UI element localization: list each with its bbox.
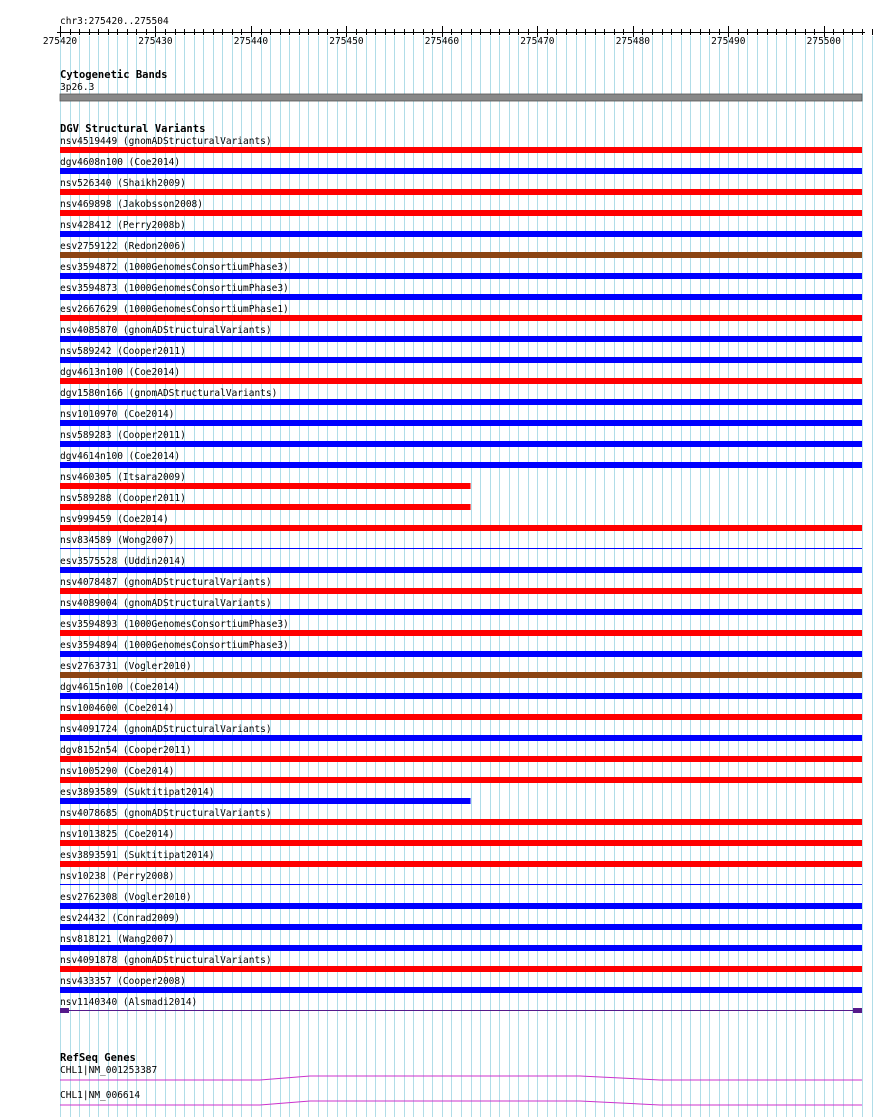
- variant-bar[interactable]: [60, 147, 862, 153]
- variant-label: dgv1580n166 (gnomADStructuralVariants): [60, 388, 278, 399]
- variant-label: dgv4613n100 (Coe2014): [60, 367, 181, 378]
- cytoband-bar[interactable]: [60, 94, 862, 101]
- variant-bar[interactable]: [60, 609, 862, 615]
- ruler-tick-label: 275470: [520, 36, 555, 47]
- variant-bar[interactable]: [60, 483, 471, 489]
- variant-bar[interactable]: [60, 336, 862, 342]
- variant-label: nsv1013825 (Coe2014): [60, 829, 175, 840]
- variant-bar[interactable]: [60, 672, 862, 678]
- variant-bar[interactable]: [60, 168, 862, 174]
- variant-label: dgv4614n100 (Coe2014): [60, 451, 181, 462]
- gene-label: CHL1|NM_001253387: [60, 1065, 158, 1076]
- variant-bar[interactable]: [60, 189, 862, 195]
- variant-label: dgv4608n100 (Coe2014): [60, 157, 181, 168]
- variant-feature[interactable]: [60, 472, 471, 489]
- variant-label: nsv4085870 (gnomADStructuralVariants): [60, 325, 272, 336]
- variant-label: nsv589242 (Cooper2011): [60, 346, 186, 357]
- cytoband-label: 3p26.3: [60, 82, 95, 93]
- variant-label: nsv4091878 (gnomADStructuralVariants): [60, 955, 272, 966]
- variant-label: esv3893591 (Suktitipat2014): [60, 850, 215, 861]
- variant-bar[interactable]: [60, 567, 862, 573]
- variant-label: nsv4089004 (gnomADStructuralVariants): [60, 598, 272, 609]
- variant-bar[interactable]: [60, 966, 862, 972]
- variant-bar[interactable]: [60, 294, 862, 300]
- variant-bar[interactable]: [60, 357, 862, 363]
- variant-label: dgv8152n54 (Cooper2011): [60, 745, 192, 756]
- variant-label: nsv4078487 (gnomADStructuralVariants): [60, 577, 272, 588]
- variant-bar[interactable]: [60, 884, 862, 885]
- variant-label: nsv460305 (Itsara2009): [60, 472, 186, 483]
- variant-label: esv2762308 (Vogler2010): [60, 892, 192, 903]
- ruler-tick-label: 275450: [329, 36, 364, 47]
- variant-bar[interactable]: [60, 735, 862, 741]
- variant-bar[interactable]: [60, 945, 862, 951]
- variant-label: esv3594894 (1000GenomesConsortiumPhase3): [60, 640, 289, 651]
- variant-bar[interactable]: [60, 504, 471, 510]
- variant-label: nsv469898 (Jakobsson2008): [60, 199, 203, 210]
- variant-bar[interactable]: [60, 903, 862, 909]
- variant-bar[interactable]: [60, 630, 862, 636]
- variant-label: nsv4091724 (gnomADStructuralVariants): [60, 724, 272, 735]
- ruler-tick-label: 275430: [138, 36, 173, 47]
- variant-bar[interactable]: [60, 525, 862, 531]
- variant-label: esv2763731 (Vogler2010): [60, 661, 192, 672]
- variant-label: nsv589283 (Cooper2011): [60, 430, 186, 441]
- variant-bar[interactable]: [60, 798, 471, 804]
- variant-label: esv24432 (Conrad2009): [60, 913, 181, 924]
- variant-label: nsv428412 (Perry2008b): [60, 220, 186, 231]
- variant-label: esv3594893 (1000GenomesConsortiumPhase3): [60, 619, 289, 630]
- variant-bar[interactable]: [60, 399, 862, 405]
- variant-bar[interactable]: [60, 987, 862, 993]
- variant-bar[interactable]: [60, 714, 862, 720]
- variant-bar[interactable]: [60, 315, 862, 321]
- ruler-tick-label: 275440: [233, 36, 269, 47]
- variant-bar[interactable]: [60, 924, 862, 930]
- refseq-track-title: RefSeq Genes: [60, 1052, 136, 1064]
- variant-label: esv3594872 (1000GenomesConsortiumPhase3): [60, 262, 289, 273]
- variant-bar[interactable]: [60, 651, 862, 657]
- variant-bar[interactable]: [60, 231, 862, 237]
- variant-label: nsv10238 (Perry2008): [60, 871, 175, 882]
- variant-bar[interactable]: [60, 420, 862, 426]
- variant-bar[interactable]: [60, 462, 862, 468]
- variant-label: nsv1140340 (Alsmadi2014): [60, 997, 198, 1008]
- ruler-tick-label: 275480: [615, 36, 651, 47]
- variant-label: esv3893589 (Suktitipat2014): [60, 787, 215, 798]
- variant-label: nsv1004600 (Coe2014): [60, 703, 175, 714]
- variant-label: nsv1010970 (Coe2014): [60, 409, 175, 420]
- variant-label: nsv999459 (Coe2014): [60, 514, 169, 525]
- variant-label: nsv834589 (Wong2007): [60, 535, 175, 546]
- variant-label: esv2667629 (1000GenomesConsortiumPhase1): [60, 304, 289, 315]
- variant-bar[interactable]: [60, 756, 862, 762]
- ruler-tick-label: 275460: [424, 36, 460, 47]
- ruler-tick-label: 275420: [42, 36, 78, 47]
- variant-label: nsv589288 (Cooper2011): [60, 493, 186, 504]
- variant-label: nsv433357 (Cooper2008): [60, 976, 186, 987]
- variant-cap-left: [60, 1008, 69, 1013]
- variant-bar[interactable]: [60, 819, 862, 825]
- variant-bar[interactable]: [60, 861, 862, 867]
- variant-label: nsv526340 (Shaikh2009): [60, 178, 186, 189]
- variant-feature[interactable]: [60, 493, 471, 510]
- cytoband-track-title: Cytogenetic Bands: [60, 69, 168, 81]
- ruler-tick-label: 275490: [711, 36, 746, 47]
- variant-bar[interactable]: [60, 693, 862, 699]
- variant-bar[interactable]: [60, 210, 862, 216]
- variant-label: nsv4519449 (gnomADStructuralVariants): [60, 136, 272, 147]
- variant-bar[interactable]: [60, 588, 862, 594]
- variant-bar[interactable]: [60, 777, 862, 783]
- variant-label: nsv1005290 (Coe2014): [60, 766, 175, 777]
- variant-bar[interactable]: [60, 1010, 862, 1011]
- coordinate-ruler: [43, 26, 873, 47]
- ruler-tick-label: 275500: [806, 36, 841, 47]
- variant-label: esv3575528 (Uddin2014): [60, 556, 186, 567]
- variant-label: dgv4615n100 (Coe2014): [60, 682, 181, 693]
- variant-bar[interactable]: [60, 273, 862, 279]
- region-label: chr3:275420..275504: [60, 16, 169, 27]
- variant-bar[interactable]: [60, 441, 862, 447]
- variant-bar[interactable]: [60, 252, 862, 258]
- gene-label: CHL1|NM_006614: [60, 1090, 141, 1101]
- variant-label: nsv818121 (Wang2007): [60, 934, 175, 945]
- variant-label: nsv4078685 (gnomADStructuralVariants): [60, 808, 272, 819]
- variant-label: esv3594873 (1000GenomesConsortiumPhase3): [60, 283, 289, 294]
- variant-bar[interactable]: [60, 840, 862, 846]
- variant-feature[interactable]: [60, 787, 471, 804]
- variant-label: esv2759122 (Redon2006): [60, 241, 186, 252]
- variant-cap-right: [853, 1008, 862, 1013]
- variant-bar[interactable]: [60, 548, 862, 549]
- dgv-track-title: DGV Structural Variants: [60, 123, 206, 135]
- variant-bar[interactable]: [60, 378, 862, 384]
